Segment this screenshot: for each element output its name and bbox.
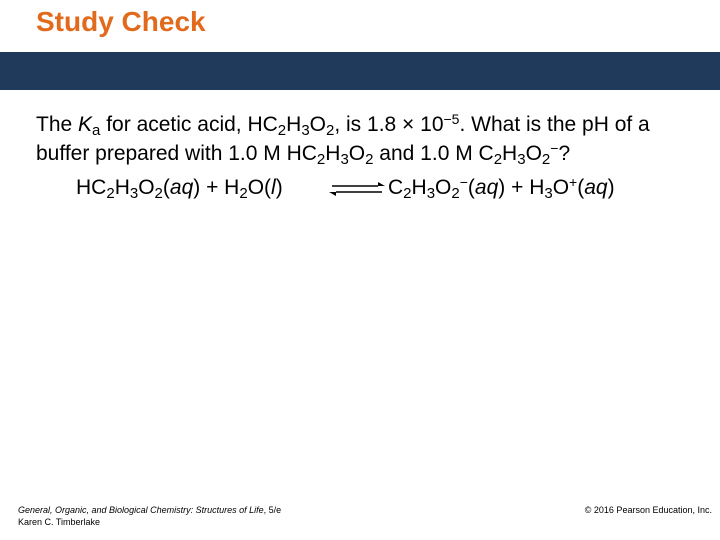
footer-citation <box>18 504 358 528</box>
footer-book-title: General, Organic, and Biological Chemistry: Structures of Life <box>18 505 264 515</box>
footer-author: Karen C. Timberlake <box>18 517 101 527</box>
footer-edition: , 5/e <box>263 505 282 515</box>
equilibrium-equation <box>76 173 716 203</box>
equation-reactants: $HC_2H_3O_2(aq) + H_2O(l)$ <box>76 176 283 202</box>
equation-products: $C_2H_3O_2^-(aq) + H_3O^+(aq)$ <box>388 174 615 202</box>
slide-title: Study Check <box>36 6 206 37</box>
footer-copyright: © 2016 Pearson Education, Inc. <box>584 505 712 515</box>
question-text: The $K_a$ for acetic acid, $HC_2H_3O_2$, is $1.8 \times 10^{-5}$. What is the pH of a buffer prepared with 1.0 M $HC_2H_3O_2$ and 1.0 M $C_2H_3O_2^-$? <box>36 111 650 168</box>
header-band <box>0 52 720 90</box>
equilibrium-arrows-icon <box>328 179 386 199</box>
